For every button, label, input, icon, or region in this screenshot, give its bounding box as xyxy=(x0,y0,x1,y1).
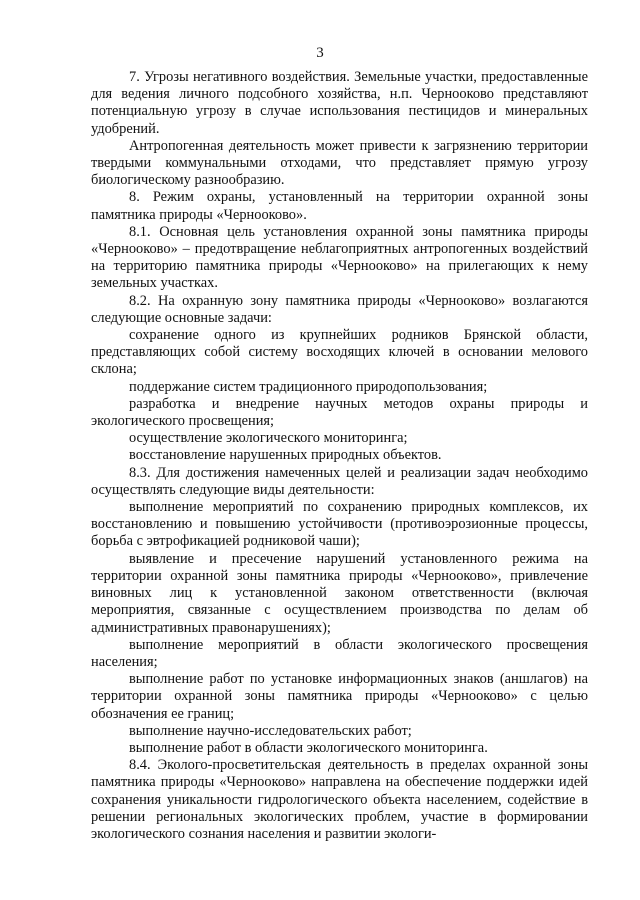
paragraph-main-tasks: 8.2. На охранную зону памятника природы «Чернооково» возлагаются следующие основные задачи: xyxy=(91,292,588,326)
paragraph-activities: 8.3. Для достижения намеченных целей и реализации задач необходимо осуществлять следующие виды деятельности: xyxy=(91,464,588,498)
list-item: выполнение научно-исследовательских работ; xyxy=(129,722,412,739)
list-item: осуществление экологического мониторинга; xyxy=(129,430,408,447)
paragraph-main-goal: 8.1. Основная цель установления охранной зоны памятника природы «Чернооково» – предотвращение неблагоприятных антропогенных воздействий на территорию памятника природы «Чернооково» на прилегающих к нему земельных участках. xyxy=(91,223,588,292)
list-item: выполнение работ по установке информационных знаков (аншлагов) на территории охранной зоны памятника природы «Чернооково» с целью обозначения ее границ; xyxy=(91,671,588,722)
page-number: 3 xyxy=(316,45,324,61)
paragraph-protection-regime: 8. Режим охраны, установленный на территории охранной зоны памятника природы «Чернооково». xyxy=(91,189,588,223)
paragraph-anthropogenic-activity: Антропогенная деятельность может привести к загрязнению территории твердыми коммунальными отходами, что представляет прямую угрозу биологическому разнообразию. xyxy=(91,137,588,189)
list-item: выполнение мероприятий по сохранению природных комплексов, их восстановлению и повышению устойчивости (противоэрозионные процессы, борьба с эвтрофикацией родниковой чаши); xyxy=(91,499,588,550)
list-item: восстановление нарушенных природных объектов. xyxy=(129,447,442,464)
list-item: сохранение одного из крупнейших родников Брянской области, представляющих собой систему восходящих ключей в основании мелового склона; xyxy=(91,327,588,378)
paragraph-ecological-education: 8.4. Эколого-просветительская деятельность в пределах охранной зоны памятника природы «Чернооково» направлена на обеспечение поддержки идей сохранения уникальности гидрологического объекта населением, содействие в решении региональных экологических проблем, участие в формировании экологического сознания населения и развитии экологи- xyxy=(91,757,588,842)
document-body xyxy=(91,69,588,843)
list-item: выявление и пресечение нарушений установленного режима на территории охранной зоны памятника природы «Чернооково», привлечение виновных лиц к установленной законом ответственности (включая мероприятия, связанные с осуществлением производства по делам об административных правонарушениях); xyxy=(91,550,588,636)
paragraph-threats: 7. Угрозы негативного воздействия. Земельные участки, предоставленные для ведения личного подсобного хозяйства, н.п. Чернооково представляют потенциальную угрозу в случае использования пестицидов и минеральных удобрений. xyxy=(91,69,588,137)
list-item: разработка и внедрение научных методов охраны природы и экологического просвещения; xyxy=(91,395,588,430)
list-item: выполнение мероприятий в области экологического просвещения населения; xyxy=(91,636,588,670)
list-item: поддержание систем традиционного природопользования; xyxy=(129,378,488,395)
list-item: выполнение работ в области экологического мониторинга. xyxy=(129,739,488,756)
